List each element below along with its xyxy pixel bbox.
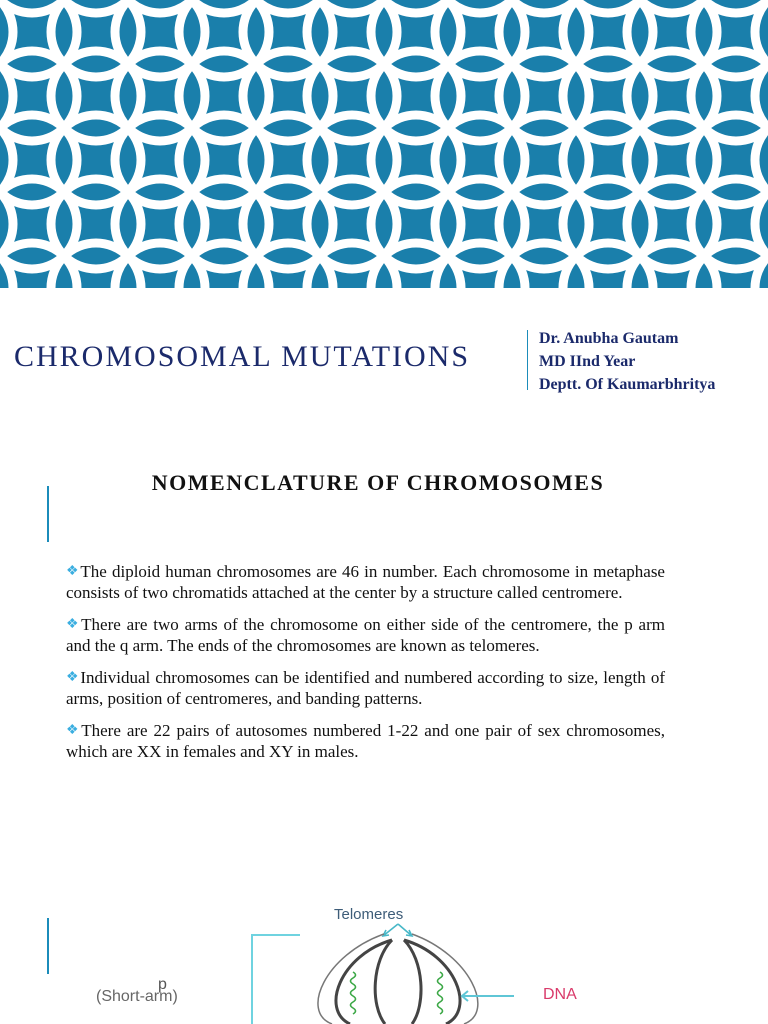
- presentation-title: CHROMOSOMAL MUTATIONS: [14, 340, 471, 373]
- header-banner: [0, 0, 768, 288]
- diamond-bullet-icon: ❖: [66, 670, 80, 685]
- list-item: ❖Individual chromosomes can be identified and numbered according to size, length of arms, position of centromeres, and banding patterns.: [66, 668, 665, 708]
- diamond-bullet-icon: ❖: [66, 564, 80, 579]
- title-row: [0, 288, 768, 408]
- chromosome-diagram: [0, 900, 768, 1024]
- bullet-list: [66, 561, 665, 773]
- p-arm-label: p: [158, 976, 167, 993]
- diamond-bullet-icon: ❖: [66, 723, 81, 738]
- short-arm-label: (Short-arm): [96, 988, 178, 1005]
- author-department: Deptt. Of Kaumarbhritya: [539, 376, 716, 393]
- telomeres-label: Telomeres: [334, 906, 404, 923]
- section-heading: NOMENCLATURE OF CHROMOSOMES: [151, 470, 605, 495]
- list-item: ❖There are 22 pairs of autosomes numbered 1-22 and one pair of sex chromosomes, which are XX in females and XY in males.: [66, 721, 665, 761]
- title-divider: [527, 330, 528, 390]
- circle-pattern: [0, 0, 768, 288]
- author-name: Dr. Anubha Gautam: [539, 330, 679, 347]
- list-item: ❖The diploid human chromosomes are 46 in number. Each chromosome in metaphase consists of two chromatids attached at the center by a structure called centromere.: [66, 562, 665, 602]
- author-block: [539, 327, 715, 396]
- dna-label: DNA: [543, 986, 577, 1003]
- diamond-bullet-icon: ❖: [66, 617, 81, 632]
- list-item: ❖There are two arms of the chromosome on either side of the centromere, the p arm and the q arm. The ends of the chromosomes are known as telomeres.: [66, 615, 665, 655]
- author-degree: MD IInd Year: [539, 353, 636, 370]
